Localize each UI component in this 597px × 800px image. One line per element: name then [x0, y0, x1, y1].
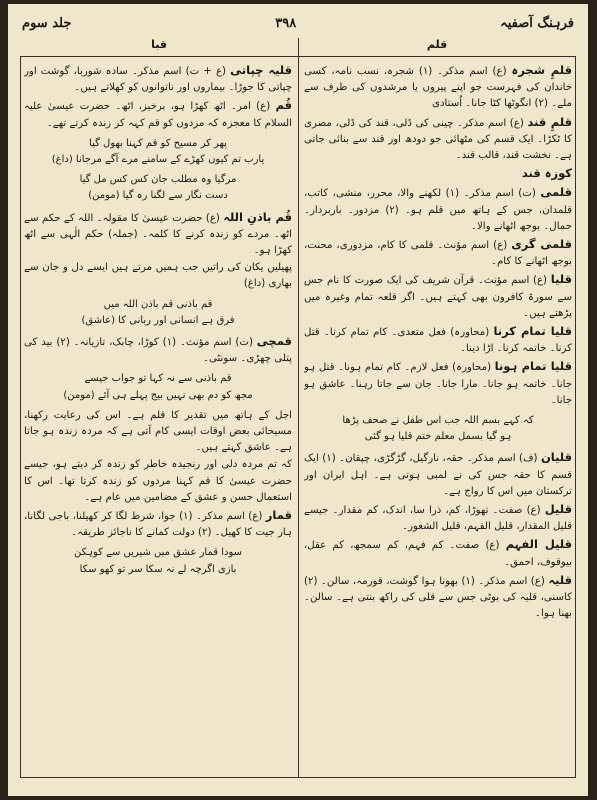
dictionary-entry — [304, 536, 572, 570]
definition-text: (ع) اسم مؤنث۔ قرآن شریف کی ایک صورت کا نام جس سے سورۃ کافرون بھی کہتے ہیں۔ اگر قلعہ تمام وغیرہ میں پڑھتے ہیں۔ — [304, 275, 572, 319]
headword: قمار — [265, 508, 292, 523]
verse-line: پھر کر مسیح کو قم کہنا بھول گیا — [89, 137, 227, 149]
verse-line: بازی اگرچہ لے نہ سکا سر تو کھو سکا — [79, 563, 237, 575]
column-divider — [298, 38, 299, 778]
verse-line: ہو گیا بسمل معلم ختم قلیا ہو گئی — [364, 431, 512, 443]
verse-line: قم باذنی سے نہ کہا تو جواب جیسے — [84, 373, 232, 385]
headword: قُم باذنِ اللہ — [223, 209, 292, 224]
headword: قلیل — [544, 502, 572, 517]
definition-text: کہ تم مردہ دلی اور رنجیدہ خاطر کو زندہ کر دیتے ہو، جیسے حضرت عیسیٰ کا قم کہنا مردوں کو زندہ کرتا تھا۔ اس کا استعمال حسن و عشق کے مضامین میں عام ہے۔ — [24, 459, 292, 503]
verse-line: قم باذنی قم باذن اللہ میں — [103, 298, 213, 310]
definition-text: اجل کے ہاتھ میں تقدیر کا قلم ہے۔ اس کی رعایت رکھنا، مسیحائی بعض اوقات ایسی کام آتی ہے کہ مردہ زندہ ہو جاتا ہے۔ عاشق کہتے ہیں۔ — [24, 409, 292, 454]
left-column-heading: قبا — [151, 38, 167, 51]
headword: قمچی — [256, 334, 292, 349]
verse-couplet — [24, 371, 292, 403]
verse-line: دست نگار سے لگنا رہ گیا (مومن) — [88, 190, 228, 202]
headword: قُم — [275, 98, 292, 113]
headword: قلیا تمام ہونا — [494, 359, 572, 374]
right-column — [304, 62, 572, 774]
headword: قلیان — [540, 450, 572, 465]
right-column-heading: قلم — [426, 38, 448, 51]
definition-text: (ف) اسم مذکر۔ حقہ، نارگیل، گڑگڑی، چپقان۔ (۱) ایک قسم کا حقہ جس کی نے لمبی ہوتی ہے۔ اہل ایران اور ترکستان میں اس کا رواج ہے۔ — [304, 453, 572, 497]
book-title: فرہنگ آصفیہ — [500, 15, 574, 31]
dictionary-entry — [304, 62, 572, 113]
headword: قلیہ — [548, 572, 572, 587]
headword: کوزہ قند — [521, 166, 572, 181]
headword: قلیا تمام کرنا — [493, 324, 572, 339]
headword: قلیل الفہم — [505, 537, 572, 552]
dictionary-entry — [24, 507, 292, 541]
dictionary-entry — [304, 358, 572, 409]
verse-line: مجھ کو دم بھی نہیں بیج پہلے ہی آئے (مومن) — [63, 389, 253, 401]
definition-text: (ع) صفت۔ کم فہم، کم سمجھ، کم عقل، بیوقوف، احمق۔ — [304, 540, 572, 568]
dictionary-entry — [304, 236, 572, 270]
left-column — [24, 62, 292, 774]
definition-text: (ع) اسم مذکر۔ (۱) بھونا ہوا گوشت، قورمہ، سالن۔ (۲) کاسنی، قلیہ کی بوٹی جس سے قلی کی راکھ بنتی ہے۔ سالن۔ بھنا ہوا۔ — [304, 575, 572, 620]
dictionary-entry — [24, 408, 292, 457]
definition-text: (ع) اسم مذکر۔ (۱) جوا، شرط لگا کر کھیلنا، باجی لگانا، ہار جیت کا کھیل۔ (۲) دولت کمانے کا ناجائز طریقہ۔ — [24, 511, 292, 539]
definition-text: (محاورہ) فعل متعدی۔ کام تمام کرنا۔ قتل کرنا۔ خاتمہ کرنا۔ اڑا دینا۔ — [304, 327, 572, 355]
definition-text: (ت) اسم مؤنث۔ (۱) کوڑا، چابک، تازیانہ۔ (۲) بید کی پتلی چھڑی۔ سونٹی۔ — [24, 337, 292, 365]
headword: قلمِ قند — [527, 114, 572, 129]
volume-label: جلد سوم — [22, 15, 72, 31]
dictionary-page — [8, 4, 588, 796]
verse-line: کہ کہے بسم اللہ جب اس طفل نے صحف پڑھا — [342, 415, 534, 427]
verse-couplet — [24, 545, 292, 577]
verse-line: سودا قمار عشق میں شیریں سے کوہکن — [74, 547, 242, 559]
definition-text: (ع + ت) اسم مذکر۔ سادہ شوربا، گوشت اور چپاتی کا جوڑا۔ بیماروں اور ناتوانوں کو کھلاتے ہیں۔ — [24, 66, 292, 94]
verse-line: مرگیا وہ مطلب جان کس کس مل گیا — [79, 174, 237, 186]
definition-text: (ع) اسم مذکر۔ چینی کی ڈلی، قند کی ڈلی، مصری کا ٹکڑا۔ ایک قسم کی مٹھائی جو دودھ اور قند سے بنائی جاتی ہے۔ نخشت قند، قالب قند۔ — [304, 117, 572, 162]
definition-text: (ت) اسم مذکر۔ (۱) لکھنے والا، محرر، منشی، کاتب، قلمدان، جس کے ہاتھ میں قلم ہو۔ (۲) مزدور۔ باربردار۔ حمال۔ بوجھ اٹھانے والا۔ — [304, 188, 572, 232]
dictionary-entry — [304, 449, 572, 500]
dictionary-entry — [304, 323, 572, 357]
definition-text: (ع) صفت۔ تھوڑا، کم، ذرا سا، اندک، کم مقدار۔ جیسے قلیل المقدار، قلیل الفہم، قلیل الشعور۔ — [304, 505, 572, 533]
verse-couplet — [24, 172, 292, 204]
headword: قلمی — [540, 185, 572, 200]
definition-text: (ع) اسم مذکر۔ (۱) شجرہ، نسب نامہ، کسی خاندان کی فہرست جو اپنے پیروں یا مرشدوں کی طرف سے ملے۔ (۲) انگوٹھا کٹا جانا۔ اُستادی — [304, 66, 572, 110]
dictionary-entry — [304, 165, 572, 183]
verse-line: فرق ہے انسانی اور ربانی کا (عاشق) — [81, 314, 235, 326]
dictionary-entry — [304, 184, 572, 235]
definition-text: (محاورہ) فعل لازم۔ کام تمام ہونا۔ قتل ہو جانا۔ خاتمہ ہو جانا۔ مارا جانا۔ جان سے جاتا رہنا۔ عاشق ہو جانا۔ — [304, 362, 572, 406]
dictionary-entry — [304, 501, 572, 535]
dictionary-entry — [24, 97, 292, 131]
headword: قلمی گری — [511, 237, 572, 252]
page-number: ۳۹۸ — [275, 15, 297, 31]
definition-text: (ع) اسم مؤنث۔ قلمی کا کام، مزدوری، محنت، بوجھ اٹھانے کا کام۔ — [304, 240, 572, 268]
verse-couplet — [24, 136, 292, 168]
dictionary-entry — [24, 209, 292, 260]
page-header — [22, 10, 574, 36]
dictionary-entry — [304, 271, 572, 322]
verse-couplet — [304, 413, 572, 445]
dictionary-entry — [24, 62, 292, 96]
dictionary-entry — [24, 457, 292, 506]
definition-text: (ع) امر۔ اٹھ کھڑا ہو، برخیز، اٹھ۔ حضرت عیسیٰ علیہ السلام کا معجزہ کہ مردوں کو قم کہہ کر زندہ کرتے تھے۔ — [24, 101, 292, 129]
dictionary-entry — [24, 333, 292, 367]
verse-couplet — [24, 297, 292, 329]
dictionary-entry — [304, 114, 572, 165]
verse-line: یارب تم کیوں کھڑے کے سامنے مرے آگے مرجانا (داغ) — [51, 154, 265, 166]
dictionary-entry — [304, 572, 572, 623]
headword: قلیا — [550, 272, 572, 287]
dictionary-entry — [24, 260, 292, 292]
definition-text: (ع) حضرت عیسیٰ کا مقولہ۔ اللہ کے حکم سے اٹھ۔ مردے کو زندہ کرنے کا کلمہ۔ (جملہ) حکم الٰہی سے اٹھ کھڑا ہو۔ — [24, 212, 292, 257]
headword: قلیہ چپاتی — [230, 63, 292, 77]
definition-text: پھیلیں یکان کی راتیں جب ہمیں مرتے ہیں ایسے دل و جان سے بھاری (داغ) — [24, 262, 292, 290]
headword: قلمِ شجرہ — [511, 63, 572, 77]
